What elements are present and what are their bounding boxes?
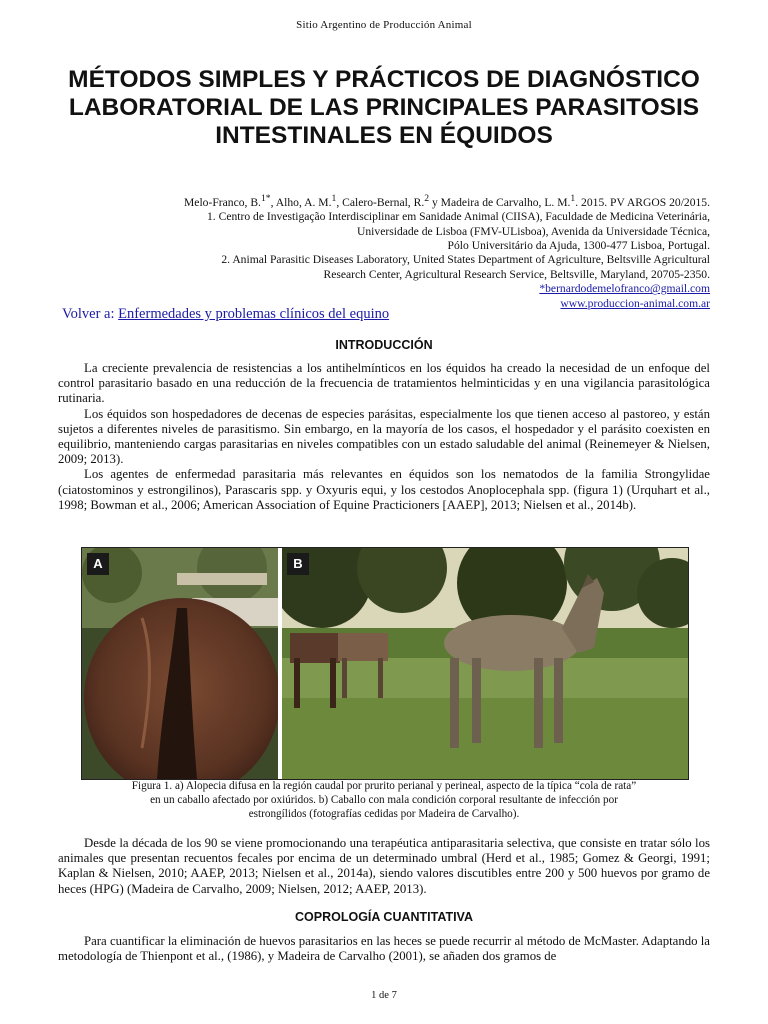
author-line — [70, 192, 710, 210]
horse-tail-photo — [82, 548, 278, 779]
figure-caption — [84, 780, 684, 821]
author-block — [70, 192, 710, 311]
affiliation-line: Pólo Universitário da Ajuda, 1300-477 Lisboa, Portugal. — [447, 239, 710, 253]
author-name: , Calero-Bernal, R. — [336, 195, 425, 209]
affiliation-line: 2. Animal Parasitic Diseases Laboratory, United States Department of Agriculture, Beltsville Agricultural — [221, 253, 710, 267]
paper-title: MÉTODOS SIMPLES Y PRÁCTICOS DE DIAGNÓSTICO LABORATORIAL DE LAS PRINCIPALES PARASITOSIS INTESTINALES EN ÉQUIDOS — [68, 66, 700, 149]
back-navigation — [62, 306, 389, 323]
citation-info: . 2015. PV ARGOS 20/2015. — [575, 195, 710, 209]
author-superscript: 1* — [260, 193, 271, 204]
panel-label-b: B — [287, 553, 309, 575]
running-header: Sitio Argentino de Producción Animal — [296, 19, 472, 31]
author-name: , Alho, A. M. — [270, 195, 332, 209]
author-superscript: 2 — [424, 193, 430, 204]
author-superscript: 1 — [570, 193, 576, 204]
panel-label-a: A — [87, 553, 109, 575]
affiliation-line: Universidade de Lisboa (FMV-ULisboa), Avenida da Universidade Técnica, — [357, 224, 710, 238]
copro-text — [58, 934, 710, 964]
author-name: Melo-Franco, B. — [184, 195, 261, 209]
back-link[interactable]: Enfermedades y problemas clínicos del equino — [118, 306, 390, 322]
intro-text — [58, 361, 710, 513]
section-heading-introduccion: INTRODUCCIÓN — [335, 338, 433, 352]
caption-line: Figura 1. a) Alopecia difusa en la región caudal por prurito perianal y perineal, aspecto de la típica “cola de rata” — [131, 780, 637, 792]
figure-panel-a — [82, 548, 278, 779]
section-heading-coprologia: COPROLOGÍA CUANTITATIVA — [295, 910, 473, 924]
caption-line: estrongílidos (fotografías cedidas por Madeira de Carvalho). — [248, 807, 520, 820]
website-link[interactable]: www.produccion-animal.com.ar — [560, 296, 710, 310]
page-number: 1 de 7 — [371, 990, 397, 1001]
paragraph: La creciente prevalencia de resistencias a los antihelmínticos en los équidos ha creado la necesidad de un enfoque del control parasitario basado en una reducción de la frecuencia de tratamientos helminticidas y en una vigilancia parasitológica rutinaria. — [58, 361, 710, 406]
figure-panel-b — [282, 548, 688, 779]
author-name: y Madeira de Carvalho, L. M. — [429, 195, 571, 209]
thin-horse-photo — [282, 548, 688, 779]
figure-1 — [81, 547, 689, 780]
paragraph: Los agentes de enfermedad parasitaria más relevantes en équidos son los nematodos de la familia Strongylidae (ciatostominos y estrongilinos), Parascaris spp. y Oxyuris equi, y los cestodos Anoplocephala spp. (figura 1) (Urquhart et al., 1998; Bowman et al., 2006; American Association of Equine Practicioners [AAEP], 2013; Nielsen et al., 2014b). — [58, 467, 710, 512]
affiliation-line: Research Center, Agricultural Research Service, Beltsville, Maryland, 20705-2350. — [323, 267, 710, 281]
back-prefix: Volver a: — [62, 306, 119, 322]
author-email-link[interactable]: *bernardodemelofranco@gmail.com — [539, 282, 710, 296]
paragraph: Desde la década de los 90 se viene promocionando una terapéutica antiparasitaria selectiva, que consiste en tratar sólo los animales que presentan recuentos fecales por encima de un determinado umbral (Herd et al., 1985; Gomez & Georgi, 1991; Kaplan & Nielsen, 2010; AAEP, 2013; Nielsen et al., 2014a), siendo valores discutibles entre 200 y 500 huevos por gramo de heces (HPG) (Madeira de Carvalho, 2009; Nielsen, 2012; AAEP, 2013). — [58, 836, 710, 896]
post-figure-text — [58, 836, 710, 897]
author-superscript: 1 — [331, 193, 337, 204]
caption-line: en un caballo afectado por oxiúridos. b) Caballo con mala condición corporal resultante de infección por — [150, 793, 618, 806]
paragraph: Para cuantificar la eliminación de huevos parasitarios en las heces se puede recurrir al método de McMaster. Adaptando la metodología de Thienpont et al., (1986), y Madeira de Carvalho (2001), se añaden dos gramos de — [58, 934, 710, 964]
paragraph: Los équidos son hospedadores de decenas de especies parásitas, especialmente los que tienen acceso al pastoreo, y están sujetos a diferentes niveles de parasitismo. Sin embargo, en la mayoría de los casos, el hospedador y el parásito coexisten en equilibrio, manteniendo cargas parasitarias en niveles compatibles con un estado saludable del animal (Reinemeyer & Nielsen, 2009; 2013). — [58, 406, 710, 467]
affiliation-line: 1. Centro de Investigação Interdisciplinar em Sanidade Animal (CIISA), Faculdade de Medicina Veterinária, — [207, 210, 710, 224]
